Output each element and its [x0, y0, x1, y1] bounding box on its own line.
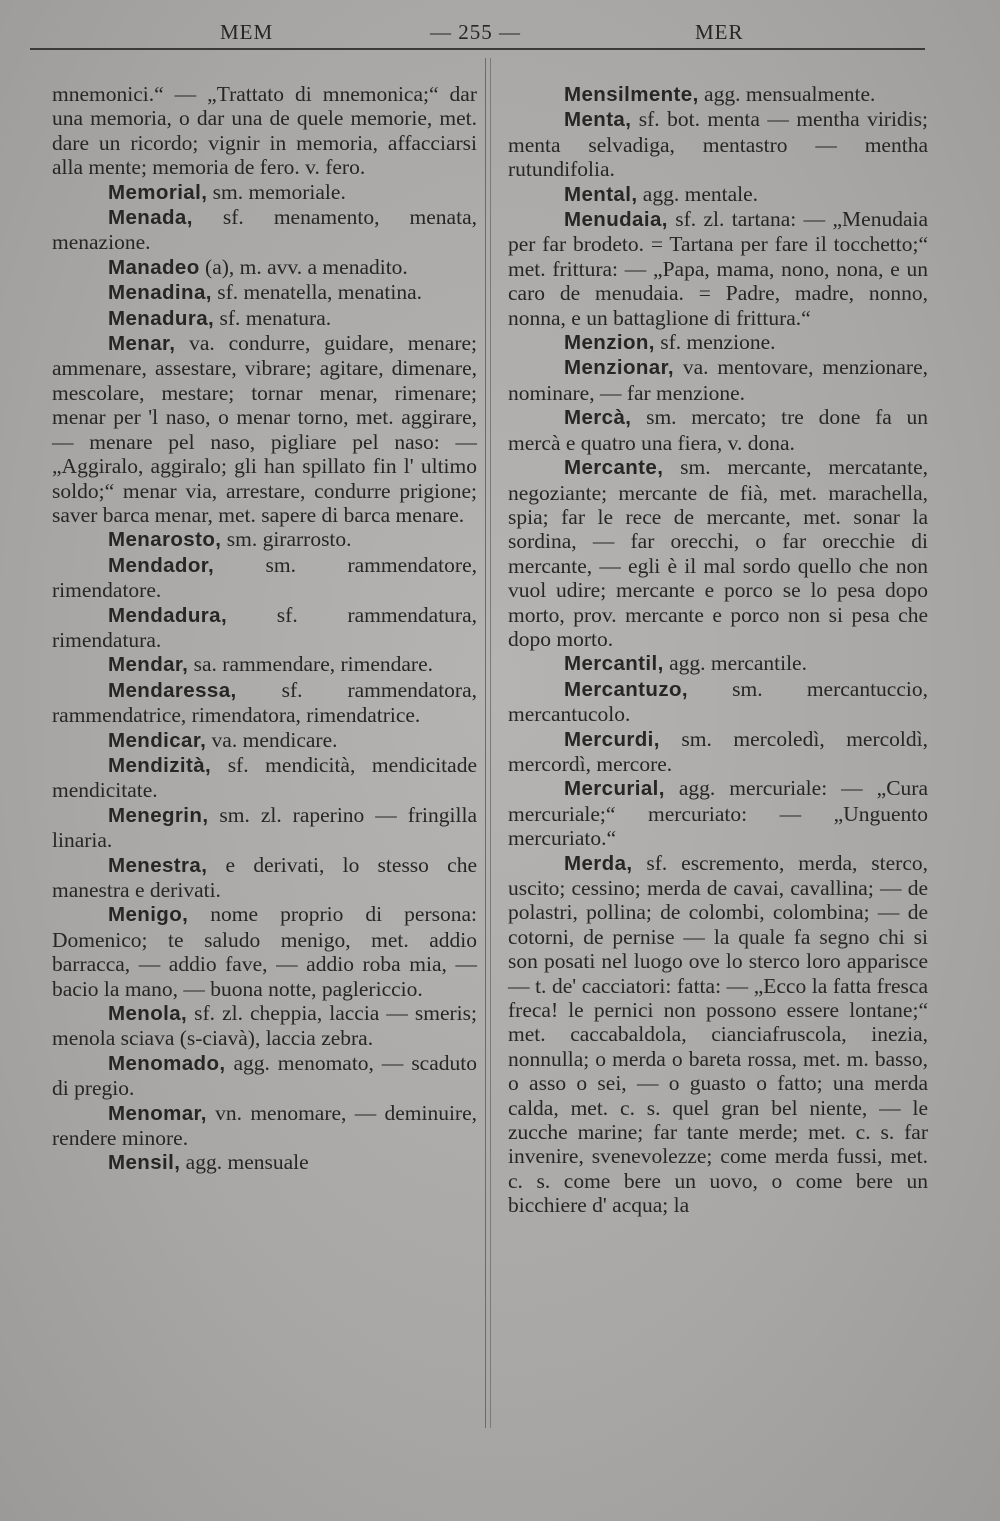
headword: Mendizità, — [108, 753, 212, 777]
headword: Mercante, — [564, 456, 664, 480]
dictionary-entry — [508, 82, 928, 107]
headword: Menigo, — [108, 903, 189, 927]
dictionary-entry — [52, 902, 477, 1001]
headword: Memorial, — [108, 180, 208, 204]
definition-text: sm. mercante, mercatante, negoziante; mercante de fià, met. marachella, spia; far le rece de mercante, met. sonar la sordina, — far orecchi, o far orecchie di mercante, — egli è il mal sordo quello che non vuol udire; mercante e porco se lo pesa dopo morto, prov. mercante e porco non si pesa che dopo morto. — [508, 455, 928, 651]
definition-text: sf. zl. cheppia, laccia — smeris; menola sciava (s-ciavà), laccia zebra. — [52, 1001, 477, 1051]
dictionary-entry — [52, 1150, 477, 1175]
definition-text: sf. menzione. — [654, 330, 776, 355]
dictionary-entry — [508, 330, 928, 355]
dictionary-entry — [52, 1001, 477, 1051]
headword: Menarosto, — [108, 528, 222, 552]
headword: Menegrin, — [108, 803, 209, 827]
dictionary-entry — [52, 331, 477, 527]
dictionary-entry — [52, 603, 477, 653]
headword: Mendadura, — [108, 603, 228, 627]
dictionary-entry — [508, 455, 928, 651]
headword: Menada, — [108, 206, 193, 230]
definition-text: sf. rammendatura, rimendatura. — [52, 602, 477, 652]
dictionary-entry — [52, 205, 477, 255]
headword: Mendaressa, — [108, 678, 237, 702]
dictionary-entry — [508, 776, 928, 850]
headword: Menadina, — [108, 281, 212, 305]
dictionary-entry — [508, 651, 928, 676]
definition-text: sf. escremento, merda, sterco, uscito; cessino; merda de cavai, cavallina; — de polastri, pollina; de colombi, colombina; — de cotorni, de pernise — la quale fa segno chi si son posati nel luogo ove lo sterco loro apparisce — t. de' cacciatori: fatta: — „Ecco la fatta fresca freca! le pernici non possono essere lontane;“ met. caccabaldola, cianciafruscola, inezia, nonnulla; o merda o bareta rossa, met. m. basso, o asso o sei, — o guasto o fatto; una merda calda, met. c. s. quel gran bel niente, — le zucche marine; far tante merde; met. c. s. far invenire, svenevolezze; come merda fussi, met. c. s. come bere un uovo, o come bere un bicchiere d' acqua; la — [508, 850, 928, 1218]
definition-text: agg. menomato, — scaduto di pregio. — [52, 1050, 477, 1101]
dictionary-entry — [508, 107, 928, 181]
definition-text: va. condurre, guidare, menare; ammenare, assestare, vibrare; agitare, dimenare, mescolare, mestare; tornar menar, rimenare; menar per 'l naso, o menar torno, met. aggirare, — menare pel naso, pigliare pel naso: — „Aggiralo, aggiralo; gli han spillato fin l' ultimo soldo;“ menar via, arrestare, condurre prigione; saver barca menar, met. sapere di barca menare. — [52, 331, 477, 527]
definition-text: mnemonici.“ — „Trattato di mnemonica;“ dar una memoria, o dar una de quele memorie, met. dare un ricordo; vignir in memoria, affacciarsi alla mente; memoria de fero. v. fero. — [52, 82, 477, 180]
headword: Menadura, — [108, 306, 215, 330]
definition-text: (a), m. avv. a menadito. — [199, 254, 408, 279]
dictionary-entry — [52, 652, 477, 677]
page-header — [50, 16, 925, 48]
definition-text: sa. rammendare, rimendare. — [188, 652, 434, 677]
definition-text: sf. menamento, menata, menazione. — [52, 205, 477, 255]
header-right: MER — [695, 20, 744, 44]
headword: Manadeo — [108, 255, 200, 279]
definition-text: sm. rammendatore, rimendatore. — [52, 552, 477, 603]
dictionary-entry — [508, 677, 928, 727]
definition-text: sf. bot. menta — mentha viridis; menta selvadiga, mentastro — mentha rutundifolia. — [508, 107, 928, 182]
definition-text: agg. mentale. — [637, 181, 759, 206]
left-column — [52, 82, 477, 1176]
definition-text: sm. zl. raperino — fringilla linaria. — [52, 802, 477, 853]
definition-text: sm. mercato; tre done fa un mercà e quatro una fiera, v. dona. — [508, 405, 928, 455]
dictionary-entry — [52, 82, 477, 180]
definition-text: va. mentovare, menzionare, nominare, — far menzione. — [508, 355, 928, 405]
definition-text: sm. mercoledì, mercoldì, mercordì, mercore. — [508, 726, 928, 776]
headword: Mercurdi, — [564, 727, 660, 751]
dictionary-entry — [52, 728, 477, 753]
headword: Menola, — [108, 1002, 188, 1026]
headword: Mensil, — [108, 1151, 181, 1175]
headword: Mendador, — [108, 553, 215, 577]
headword: Merda, — [564, 851, 633, 875]
dictionary-entry — [52, 180, 477, 205]
headword: Menar, — [108, 332, 176, 356]
headword: Mercurial, — [564, 777, 665, 801]
dictionary-entry — [508, 405, 928, 455]
headword: Mercantil, — [564, 652, 664, 676]
dictionary-entry — [52, 803, 477, 853]
dictionary-entry — [508, 207, 928, 330]
dictionary-entry — [52, 306, 477, 331]
dictionary-entry — [52, 753, 477, 803]
headword: Mercà, — [564, 406, 632, 430]
column-divider-inner — [490, 58, 491, 1428]
definition-text: sm. mercantuccio, mercantucolo. — [508, 676, 928, 727]
definition-text: sm. girarrosto. — [221, 527, 352, 552]
headword: Menomado, — [108, 1051, 226, 1075]
dictionary-entry — [52, 853, 477, 903]
dictionary-entry — [52, 553, 477, 603]
definition-text: va. mendicare. — [206, 727, 338, 752]
dictionary-entry — [508, 727, 928, 777]
definition-text: sf. rammendatora, rammendatrice, rimendatora, rimendatrice. — [52, 677, 477, 728]
definition-text: agg. mercuriale: — „Cura mercuriale;“ mercuriato: — „Unguento mercuriato.“ — [508, 776, 928, 851]
headword: Mercantuzo, — [564, 677, 688, 701]
dictionary-entry — [52, 280, 477, 305]
definition-text: vn. menomare, — deminuire, rendere minore. — [52, 1100, 477, 1151]
dictionary-entry — [52, 678, 477, 728]
dictionary-entry — [52, 1101, 477, 1151]
dictionary-entry — [508, 182, 928, 207]
definition-text: sm. memoriale. — [207, 179, 346, 204]
dictionary-entry — [52, 1051, 477, 1101]
definition-text: agg. mensualmente. — [698, 82, 876, 106]
headword: Mensilmente, — [564, 83, 699, 106]
headword: Menta, — [564, 108, 632, 132]
definition-text: sf. mendicità, mendicitade mendicitate. — [52, 752, 477, 803]
headword: Menomar, — [108, 1101, 207, 1125]
headword: Mental, — [564, 182, 638, 206]
definition-text: sf. menatura. — [214, 305, 332, 330]
definition-text: agg. mensuale — [180, 1150, 309, 1175]
headword: Menudaia, — [564, 208, 668, 232]
dictionary-entry — [508, 355, 928, 405]
right-column — [508, 82, 928, 1218]
header-rule — [30, 48, 925, 50]
definition-text: e derivati, lo stesso che manestra e derivati. — [52, 852, 477, 902]
definition-text: sf. menatella, menatina. — [211, 280, 422, 305]
dictionary-entry — [52, 527, 477, 552]
definition-text: nome proprio di persona: Domenico; te saludo menigo, met. addio barracca, — addio fave, — addio roba mia, — bacio la mano, — buona notte, paglericcio. — [52, 902, 477, 1001]
dictionary-entry — [52, 255, 477, 280]
headword: Menzionar, — [564, 356, 674, 380]
headword: Menestra, — [108, 853, 208, 877]
headword: Mendar, — [108, 653, 189, 677]
definition-text: sf. zl. tartana: — „Menudaia per far brodeto. = Tartana per fare il tocchetto;“ met. frittura: — „Papa, mama, nono, nona, e un caro de menudaia. = Padre, madre, nonno, nonna, e un battaglione di frittura.“ — [508, 207, 928, 330]
headword: Menzion, — [564, 331, 655, 355]
column-divider — [485, 58, 486, 1428]
page-number: — 255 — — [430, 20, 521, 44]
dictionary-entry — [508, 851, 928, 1218]
header-left: MEM — [220, 20, 274, 44]
headword: Mendicar, — [108, 728, 207, 752]
definition-text: agg. mercantile. — [663, 651, 807, 676]
